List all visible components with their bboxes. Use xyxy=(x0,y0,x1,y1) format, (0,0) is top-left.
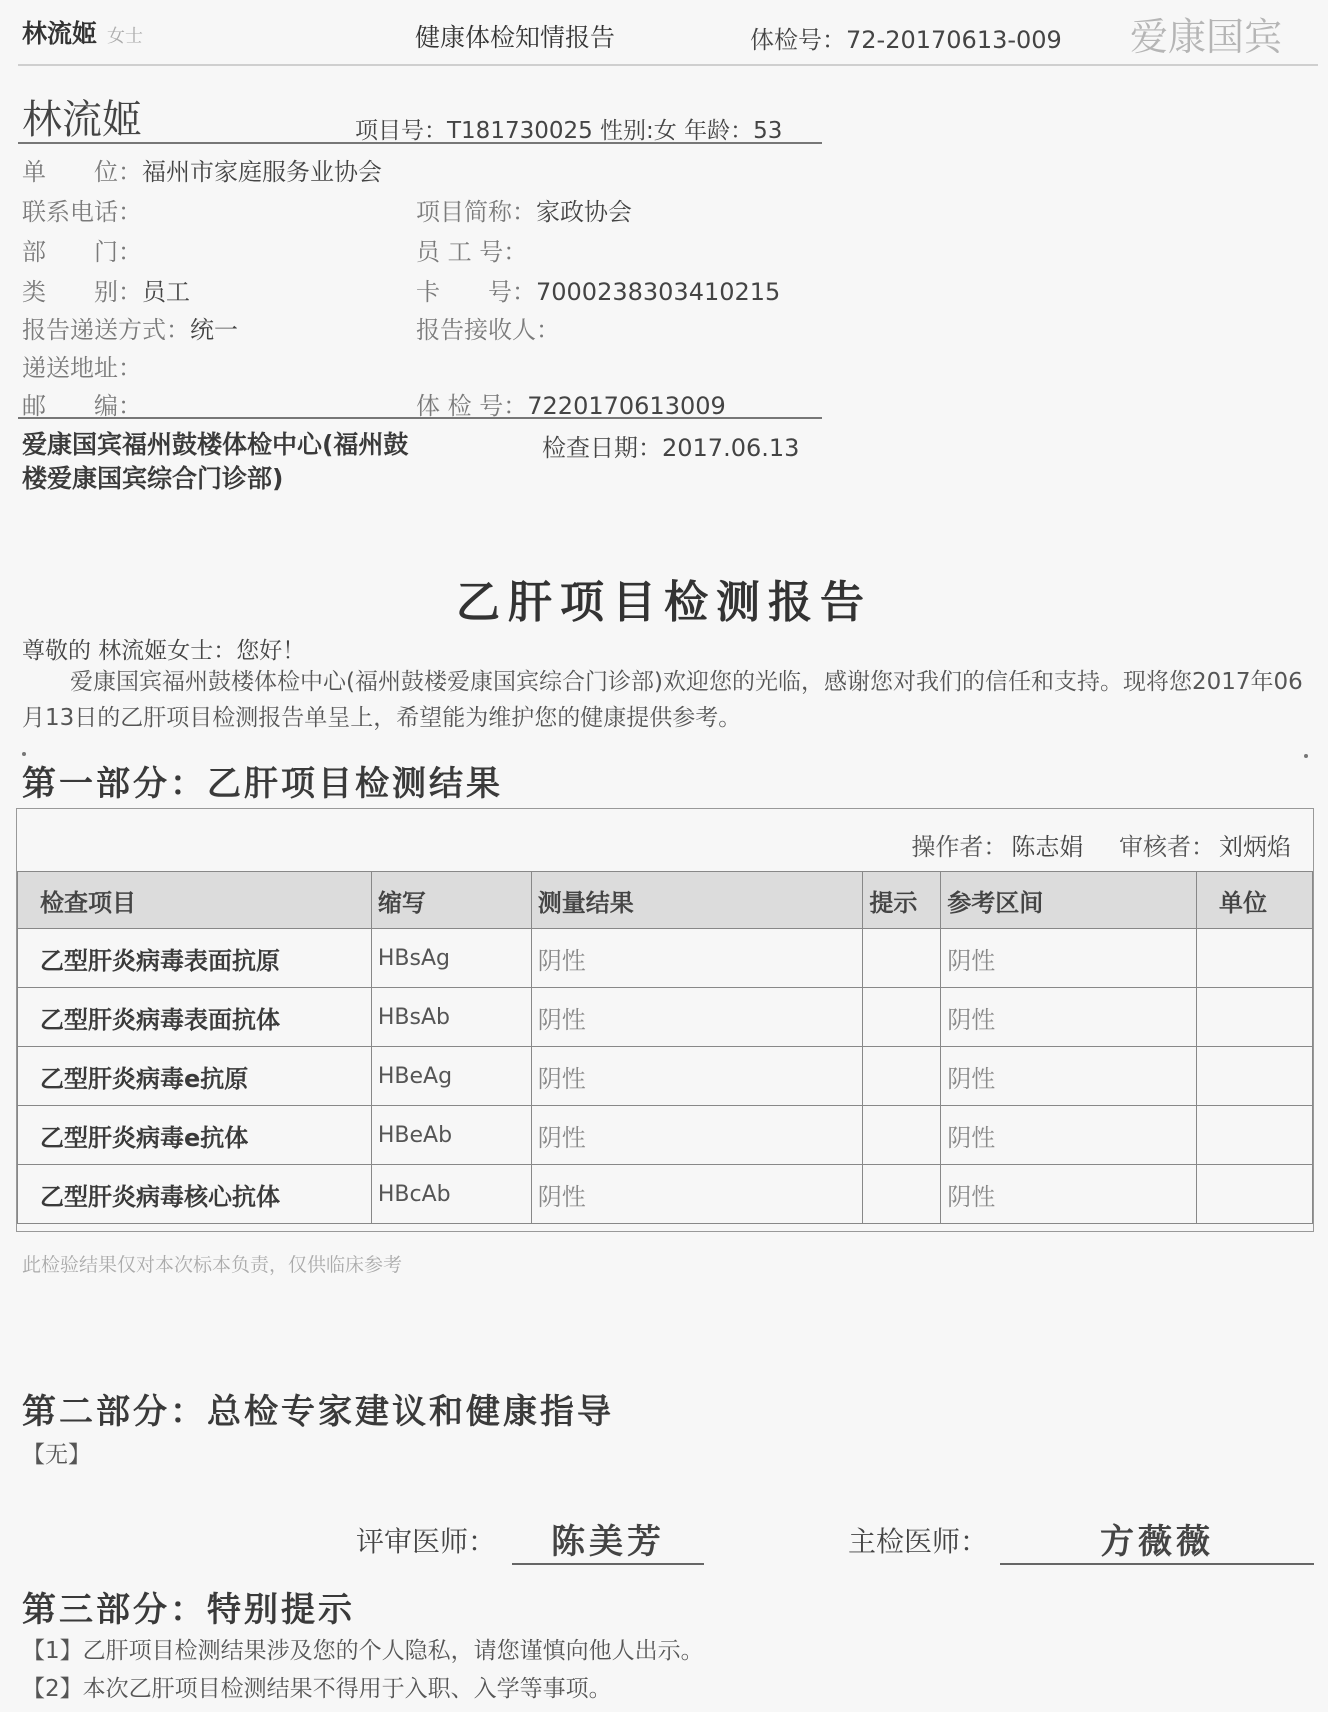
section3-title: 第三部分：特别提示 xyxy=(22,1590,355,1630)
cell-abbr: HBsAg xyxy=(371,929,531,988)
cell-hint xyxy=(863,1106,941,1165)
info-category xyxy=(22,272,190,307)
cell-hint xyxy=(863,1165,941,1224)
cell-abbr: HBsAb xyxy=(371,988,531,1047)
cell-item: 乙型肝炎病毒核心抗体 xyxy=(18,1165,372,1224)
dept-label: 部 门： xyxy=(22,238,142,266)
chief-doctor-signature: 方薇薇 xyxy=(1000,1514,1314,1565)
cell-reference: 阴性 xyxy=(941,988,1197,1047)
info-exam-no xyxy=(416,386,726,421)
info-delivery xyxy=(22,310,238,345)
cell-result: 阴性 xyxy=(531,1165,863,1224)
results-disclaimer: 此检验结果仅对本次标本负责，仅供临床参考 xyxy=(22,1254,403,1276)
cell-item: 乙型肝炎病毒e抗体 xyxy=(18,1106,372,1165)
cell-item: 乙型肝炎病毒e抗原 xyxy=(18,1047,372,1106)
category-value: 员工 xyxy=(142,278,190,306)
report-title: 乙肝项目检测报告 xyxy=(456,577,872,628)
exam-no-label: 体 检 号： xyxy=(416,392,528,420)
delivery-value: 统一 xyxy=(190,316,238,344)
cell-unit xyxy=(1197,1165,1313,1224)
col-header-reference: 参考区间 xyxy=(941,872,1197,929)
info-emp-no xyxy=(416,232,527,267)
project-line: 项目号：T181730025 性别:女 年龄：53 xyxy=(355,118,783,144)
header-name-text: 林流姬 xyxy=(22,19,98,48)
reviewing-doctor-signature: 陈美芳 xyxy=(512,1514,704,1565)
header-report-type: 健康体检知情报告 xyxy=(415,23,616,52)
greeting: 尊敬的 林流姬女士：您好！ xyxy=(22,638,306,664)
cell-unit xyxy=(1197,1106,1313,1165)
project-short-label: 项目简称： xyxy=(416,198,536,226)
operator-label: 操作者： xyxy=(911,833,1008,861)
chief-doctor-label: 主检医师： xyxy=(848,1525,989,1558)
address-label: 递送地址： xyxy=(22,354,142,382)
brand-logo-text: 爱康国宾 xyxy=(1130,15,1283,59)
cell-reference: 阴性 xyxy=(941,1106,1197,1165)
exam-date: 检查日期：2017.06.13 xyxy=(542,434,800,462)
special-tip: 【2】本次乙肝项目检测结果不得用于入职、入学等事项。 xyxy=(22,1676,612,1702)
cell-abbr: HBeAb xyxy=(371,1106,531,1165)
table-row xyxy=(18,929,1313,988)
unit-label: 单 位： xyxy=(22,158,142,186)
section2-title: 第二部分：总检专家建议和健康指导 xyxy=(22,1392,614,1432)
emp-no-label: 员 工 号： xyxy=(416,238,528,266)
cell-hint xyxy=(863,929,941,988)
cell-reference: 阴性 xyxy=(941,929,1197,988)
table-row xyxy=(18,1165,1313,1224)
category-label: 类 别： xyxy=(22,278,142,306)
section2-content: 【无】 xyxy=(22,1442,91,1468)
card-label: 卡 号： xyxy=(416,278,536,306)
operator-name: 陈志娟 xyxy=(1011,833,1084,861)
phone-label: 联系电话： xyxy=(22,198,142,226)
info-dept xyxy=(22,232,142,267)
card-value: 7000238303410215 xyxy=(536,278,781,306)
exam-center-name: 爱康国宾福州鼓楼体检中心(福州鼓楼爱康国宾综合门诊部) xyxy=(22,430,409,493)
cell-result: 阴性 xyxy=(531,929,863,988)
postcode-label: 邮 编： xyxy=(22,392,142,420)
reviewing-doctor-label: 评审医师： xyxy=(356,1525,497,1558)
unit-value: 福州市家庭服务业协会 xyxy=(142,158,382,186)
info-unit xyxy=(22,152,382,187)
info-postcode xyxy=(22,386,142,421)
name-underline xyxy=(18,142,822,144)
col-header-abbr: 缩写 xyxy=(371,872,531,929)
cell-hint xyxy=(863,1047,941,1106)
cell-unit xyxy=(1197,929,1313,988)
cell-abbr: HBeAg xyxy=(371,1047,531,1106)
header-divider xyxy=(18,64,1318,66)
reviewer-label: 审核者： xyxy=(1119,833,1215,861)
info-project-short xyxy=(416,192,632,227)
cell-result: 阴性 xyxy=(531,1047,863,1106)
cell-item: 乙型肝炎病毒表面抗体 xyxy=(18,988,372,1047)
header-title-suffix: 女士 xyxy=(107,26,144,47)
intro-paragraph: 爱康国宾福州鼓楼体检中心(福州鼓楼爱康国宾综合门诊部)欢迎您的光临，感谢您对我们的信任和支持。现将您2017年06月13日的乙肝项目检测报告单呈上，希望能为维护您的健康提供参考。 xyxy=(22,669,1303,731)
cell-result: 阴性 xyxy=(531,988,863,1047)
info-phone xyxy=(22,192,142,227)
scan-dot xyxy=(1304,754,1308,758)
col-header-hint: 提示 xyxy=(863,872,941,929)
cell-unit xyxy=(1197,988,1313,1047)
table-header-row xyxy=(18,872,1313,929)
receiver-label: 报告接收人： xyxy=(416,316,560,344)
cell-hint xyxy=(863,988,941,1047)
info-address xyxy=(22,348,142,383)
table-row xyxy=(18,1106,1313,1165)
project-short-value: 家政协会 xyxy=(536,198,632,226)
cell-unit xyxy=(1197,1047,1313,1106)
header-patient-name xyxy=(22,14,143,50)
header-exam-number: 体检号：72-20170613-009 xyxy=(750,26,1062,54)
cell-reference: 阴性 xyxy=(941,1165,1197,1224)
info-divider xyxy=(18,417,822,419)
reviewer-name: 刘炳焰 xyxy=(1219,833,1291,861)
cell-item: 乙型肝炎病毒表面抗原 xyxy=(18,929,372,988)
table-row xyxy=(18,988,1313,1047)
info-card xyxy=(416,272,780,307)
cell-result: 阴性 xyxy=(531,1106,863,1165)
operator-line xyxy=(911,827,1291,862)
cell-abbr: HBcAb xyxy=(371,1165,531,1224)
results-table xyxy=(17,871,1313,1224)
col-header-result: 测量结果 xyxy=(531,872,863,929)
delivery-label: 报告递送方式： xyxy=(22,316,190,344)
cell-reference: 阴性 xyxy=(941,1047,1197,1106)
table-row xyxy=(18,1047,1313,1106)
info-receiver xyxy=(416,310,560,345)
results-table-box xyxy=(16,808,1314,1232)
col-header-unit: 单位 xyxy=(1197,872,1313,929)
exam-no-value: 7220170613009 xyxy=(527,392,726,420)
patient-name: 林流姬 xyxy=(22,97,142,143)
section1-title: 第一部分：乙肝项目检测结果 xyxy=(22,764,503,804)
special-tip: 【1】乙肝项目检测结果涉及您的个人隐私，请您谨慎向他人出示。 xyxy=(22,1638,704,1664)
col-header-item: 检查项目 xyxy=(18,872,372,929)
